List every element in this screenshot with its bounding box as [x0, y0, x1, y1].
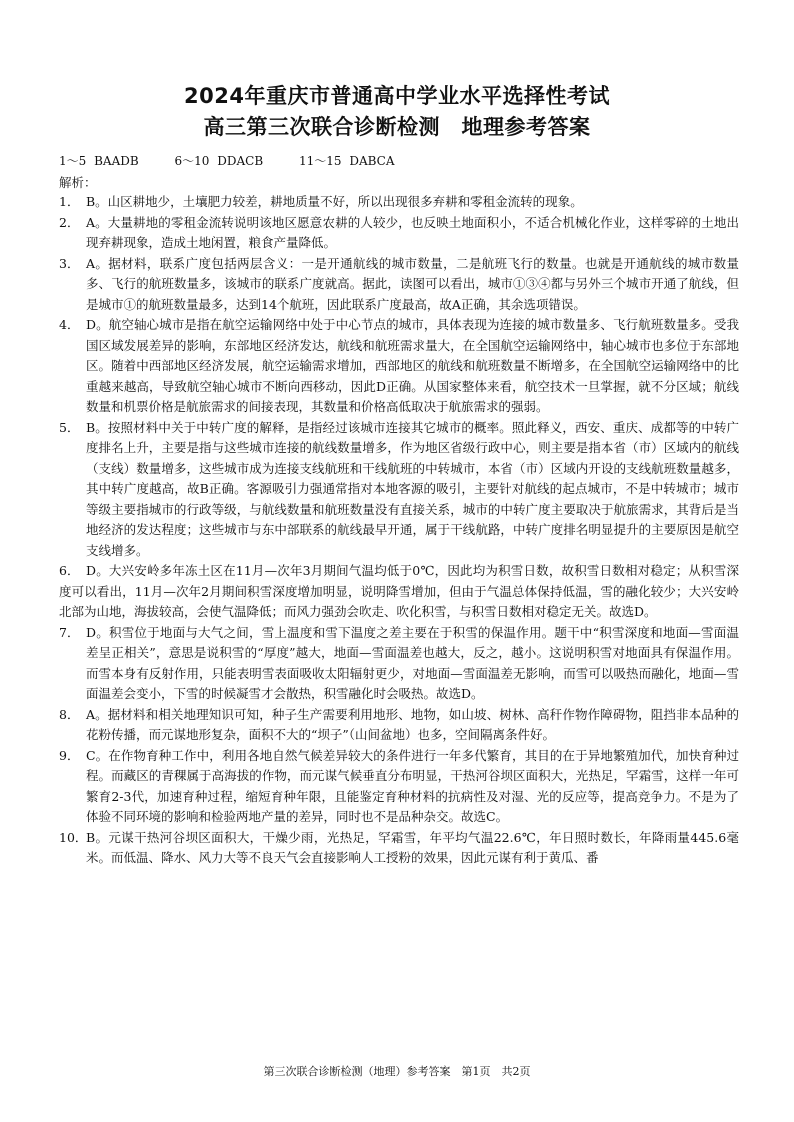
item-text: C。在作物育种工作中，利用各地自然气候差异较大的条件进行一年多代繁育，其目的在于异地繁殖加代，加快育种过程。而藏区的青稞属于高海拔的作物，而元谋气候垂直分布明显，干热河谷坝区面积大，光热足，罕霜雪，这样一年可繁育2-3代，加速育种过程，缩短育种年限，且能鉴定育种材料的抗病性及对湿、光的反应等，提高竞争力。不是为了体验不同环境的影响和检验两地产量的差异，同时也不是品种杂交。故选C。: [86, 747, 739, 824]
item-text: B。按照材料中关于中转广度的解释，是指经过该城市连接其它城市的概率。照此释义，西安、重庆、成都等的中转广度排名上升，主要是指与这些城市连接的航线数量增多，作为地区省级行政中心，则主要是指本省（市）区域内的航线（支线）数量增多，这些城市成为连接支线航班和干线航班的中转城市，本省（市）区域内开设的支线航班数量越多，其中转广度越高，故B正确。客源吸引力强通常指对本地客源的吸引，主要针对航线的起点城市，不是中转城市；城市等级主要指城市的行政等级，与航线数量和航班数量没有直接关系，城市的中转广度主要取决于航旅需求，其背后是当地经济的发达程度；这些城市与东中部联系的航线最早开通，属于干线航路，中转广度排名明显提升的主要原因是航空支线增多。: [86, 419, 739, 558]
item-number: 6．: [59, 563, 80, 578]
answer-key-group: 1～5 BAADB: [59, 154, 139, 168]
item-number: 2．: [59, 214, 80, 230]
page-footer: 第三次联合诊断检测（地理）参考答案 第1页 共2页: [263, 1065, 531, 1078]
analysis-item: [59, 561, 739, 623]
item-number: 4．: [59, 317, 80, 332]
answer-key-group: 6～10 DDACB: [174, 154, 264, 168]
item-number: 9．: [59, 747, 80, 763]
item-text: A。据材料和相关地理知识可知，种子生产需要利用地形、地物，如山坡、树林、高秆作物作障碍物，阻挡非本品种的花粉传播，而元谋地形复杂，面积不大的“坝子”（山间盆地）也多，空间隔离条件好。: [86, 706, 739, 742]
item-number: 1．: [59, 194, 80, 209]
item-text: D。大兴安岭多年冻土区在11月—次年3月期间气温均低于0℃，因此均为积雪日数，故积雪日数相对稳定；从积雪深度可以看出，11月—次年2月期间积雪深度增加明显，说明降雪增加，但由于气温总体保持低温，雪的融化较少；大兴安岭北部为山地，海拔较高，会使气温降低；而风力强劲会吹走、吹化积雪，与积雪日数相对稳定无关。故选D。: [59, 563, 739, 619]
analysis-item: [59, 623, 739, 705]
answer-key-group: 11～15 DABCA: [298, 154, 395, 168]
document-subtitle: 高三第三次联合诊断检测 地理参考答案: [203, 115, 591, 139]
answer-key: [59, 152, 423, 169]
item-text: A。据材料，联系广度包括两层含义：一是开通航线的城市数量，二是航班飞行的数量。也就是开通航线的城市数量多、飞行的航班数量多，该城市的联系广度就高。据此，读图可以看出，城市①③④都与另外三个城市开通了航线，但是城市①的航班数量最多，达到14个航班，因此联系广度最高，故A正确，其余选项错误。: [86, 255, 739, 312]
analysis-item: [59, 828, 739, 869]
item-number: 3．: [59, 255, 80, 271]
item-text: D。航空轴心城市是指在航空运输网络中处于中心节点的城市，具体表现为连接的城市数量多、飞行航班数量多。受我国区域发展差异的影响，东部地区经济发达，航线和航班需求量大，在全国航空运输网络中，轴心城市也多位于东部地区。随着中西部地区经济发展，航空运输需求增加，西部地区的航线和航班数量不断增多，在全国航空运输网络中的比重越来越高，导致航空轴心城市不断向西移动，因此D正确。从国家整体来看，航空技术一旦掌握，就不分区域；航线数量和机票价格是航旅需求的间接表现，其数量和价格高低取决于航旅需求的强弱。: [86, 317, 739, 414]
analysis-list: [59, 192, 739, 869]
analysis-item: [59, 746, 739, 828]
item-number: 5．: [59, 419, 80, 435]
analysis-item: [59, 192, 739, 213]
item-text: B。山区耕地少，土壤肥力较差，耕地质量不好，所以出现很多弃耕和零租金流转的现象。: [86, 194, 583, 209]
document-title: 2024年重庆市普通高中学业水平选择性考试: [184, 84, 610, 108]
item-text: A。大量耕地的零租金流转说明该地区愿意农耕的人较少，也反映土地面积小，不适合机械化作业，这样零碎的土地出现弃耕现象，造成土地闲置，粮食产量降低。: [86, 214, 739, 250]
analysis-heading: 解析：: [59, 175, 97, 190]
analysis-item: [59, 705, 739, 746]
item-number: 8．: [59, 706, 80, 722]
analysis-item: [59, 315, 739, 418]
item-number: 10．: [59, 829, 88, 845]
item-text: D。积雪位于地面与大气之间，雪上温度和雪下温度之差主要在于积雪的保温作用。题干中“积雪深度和地面—雪面温差呈正相关”，意思是说积雪的“厚度”越大，地面—雪面温差也越大，反之，越小。这说明积雪对地面具有保温作用。而雪本身有反射作用，只能表明雪表面吸收太阳辐射更少，对地面—雪面温差无影响，而雪可以吸热而融化，地面—雪面温差会变小，下雪的时候凝雪才会散热，积雪融化时会吸热。故选D。: [86, 624, 739, 701]
item-text: B。元谋干热河谷坝区面积大，干燥少雨，光热足，罕霜雪，年平均气温22.6℃，年日照时数长，年降雨量445.6毫米。而低温、降水、风力大等不良天气会直接影响人工授粉的效果，因此元谋有利于黄瓜、番: [86, 829, 739, 865]
item-number: 7．: [59, 624, 80, 640]
analysis-item: [59, 254, 739, 316]
analysis-item: [59, 213, 739, 254]
analysis-item: [59, 418, 739, 562]
